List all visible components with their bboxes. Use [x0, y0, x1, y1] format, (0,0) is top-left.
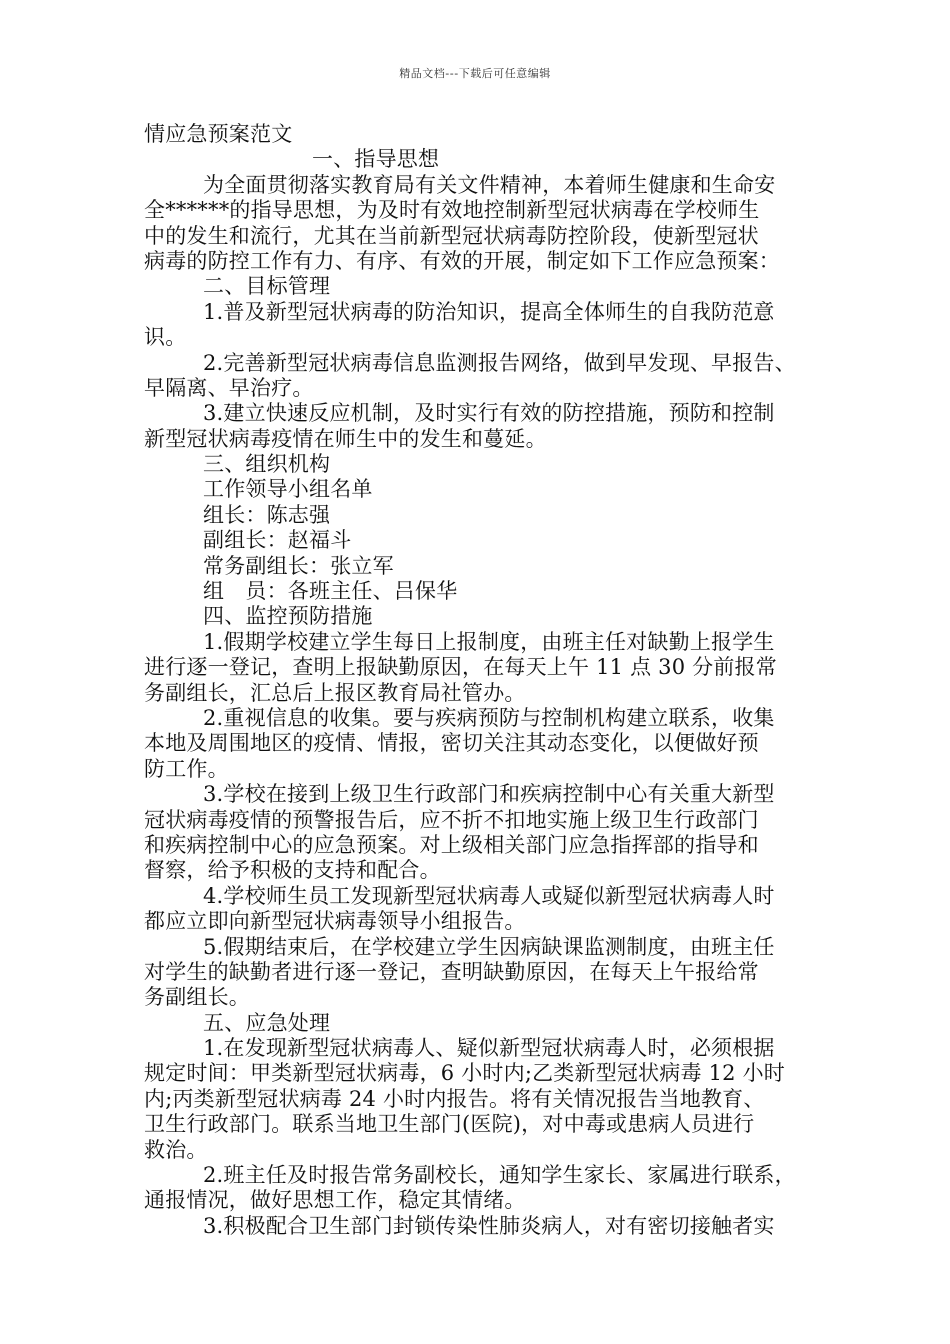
- paragraph-line: 进行逐一登记，查明上报缺勤原因，在每天上午 11 点 30 分前报常: [144, 655, 777, 680]
- paragraph-line: 3.建立快速反应机制，及时实行有效的防控措施，预防和控制: [203, 401, 775, 426]
- paragraph-line: 新型冠状病毒疫情在师生中的发生和蔓延。: [144, 426, 547, 451]
- paragraph-line: 4.学校师生员工发现新型冠状病毒人或疑似新型冠状病毒人时: [203, 883, 775, 908]
- paragraph-line: 1.普及新型冠状病毒的防治知识，提高全体师生的自我防范意: [203, 299, 775, 324]
- section-heading: 四、监控预防措施: [203, 604, 373, 629]
- paragraph-line: 常务副组长：张立军: [203, 553, 394, 578]
- paragraph-line: 和疾病控制中心的应急预案。对上级相关部门应急指挥部的指导和: [144, 832, 759, 857]
- paragraph-line: 督察，给予积极的支持和配合。: [144, 858, 441, 883]
- paragraph-line: 组 员：各班主任、吕保华: [203, 579, 458, 604]
- paragraph-line: 为全面贯彻落实教育局有关文件精神，本着师生健康和生命安: [203, 172, 776, 197]
- section-heading: 二、目标管理: [203, 274, 331, 299]
- page-header: 精品文档---下载后可任意编辑: [399, 67, 551, 80]
- paragraph-line: 2.完善新型冠状病毒信息监测报告网络，做到早发现、早报告、: [203, 350, 796, 375]
- paragraph-line: 病毒的防控工作有力、有序、有效的开展，制定如下工作应急预案：: [144, 248, 780, 273]
- paragraph-line: 2.班主任及时报告常务副校长，通知学生家长、家属进行联系，: [203, 1163, 796, 1188]
- document-body: [144, 122, 824, 1239]
- paragraph-line: 防工作。: [144, 756, 229, 781]
- paragraph-line: 3.学校在接到上级卫生行政部门和疾病控制中心有关重大新型: [203, 782, 775, 807]
- paragraph-line: 务副组长。: [144, 985, 250, 1010]
- paragraph-line: 内;丙类新型冠状病毒 24 小时内报告。将有关情况报告当地教育、: [144, 1086, 765, 1111]
- paragraph-line: 组长：陈志强: [203, 502, 331, 527]
- paragraph-line: 5.假期结束后，在学校建立学生因病缺课监测制度，由班主任: [203, 934, 775, 959]
- section-heading: 三、组织机构: [203, 452, 331, 477]
- section-heading: 一、指导思想: [312, 147, 440, 172]
- paragraph-line: 务副组长，汇总后上报区教育局社管办。: [144, 680, 526, 705]
- paragraph-line: 中的发生和流行，尤其在当前新型冠状病毒防控阶段，使新型冠状: [144, 223, 759, 248]
- paragraph-line: 1.假期学校建立学生每日上报制度，由班主任对缺勤上报学生: [203, 629, 775, 654]
- paragraph-line: 本地及周围地区的疫情、情报，密切关注其动态变化，以便做好预: [144, 731, 759, 756]
- paragraph-line: 冠状病毒疫情的预警报告后，应不折不扣地实施上级卫生行政部门: [144, 807, 759, 832]
- paragraph-line: 1.在发现新型冠状病毒人、疑似新型冠状病毒人时，必须根据: [203, 1036, 775, 1061]
- paragraph-line: 救治。: [144, 1137, 208, 1162]
- paragraph-line: 通报情况，做好思想工作，稳定其情绪。: [144, 1188, 526, 1213]
- paragraph-line: 识。: [144, 325, 187, 350]
- paragraph-line: 3.积极配合卫生部门封锁传染性肺炎病人，对有密切接触者实: [203, 1213, 775, 1238]
- section-heading: 五、应急处理: [203, 1010, 331, 1035]
- paragraph-line: 对学生的缺勤者进行逐一登记，查明缺勤原因，在每天上午报给常: [144, 959, 759, 984]
- paragraph-line: 全******的指导思想，为及时有效地控制新型冠状病毒在学校师生: [144, 198, 760, 223]
- paragraph-line: 副组长：赵福斗: [203, 528, 352, 553]
- paragraph-line: 2.重视信息的收集。要与疾病预防与控制机构建立联系，收集: [203, 705, 775, 730]
- paragraph-line: 早隔离、早治疗。: [144, 375, 314, 400]
- paragraph-line: 工作领导小组名单: [203, 477, 373, 502]
- paragraph-line: 都应立即向新型冠状病毒领导小组报告。: [144, 909, 526, 934]
- document-title: 情应急预案范文: [144, 122, 293, 146]
- paragraph-line: 规定时间：甲类新型冠状病毒，6 小时内;乙类新型冠状病毒 12 小时: [144, 1061, 785, 1086]
- paragraph-line: 卫生行政部门。联系当地卫生部门(医院)，对中毒或患病人员进行: [144, 1112, 755, 1137]
